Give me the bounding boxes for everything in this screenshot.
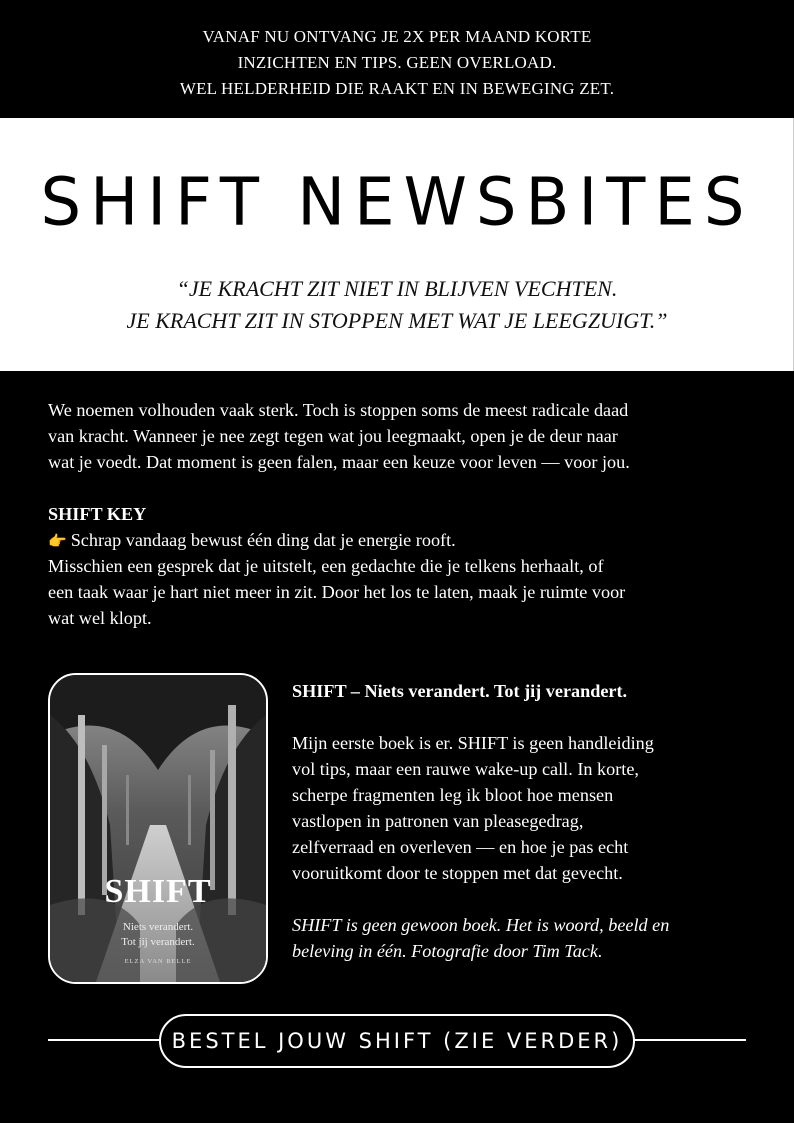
book-cover-title: SHIFT: [104, 873, 212, 910]
book-desc-line-3: scherpe fragmenten leg ik bloot hoe mensen: [292, 785, 614, 805]
divider-right: [634, 1039, 746, 1041]
book-desc-line-2: vol tips, maar een rauwe wake-up call. In korte,: [292, 759, 639, 779]
intro-line-2: van kracht. Wanneer je nee zegt tegen wat jou leegmaakt, open je de deur naar: [48, 426, 618, 446]
book-cover-subtitle-2: Tot jij verandert.: [121, 936, 195, 948]
quote-line-1: “JE KRACHT ZIT NIET IN BLIJVEN VECHTEN.: [176, 276, 618, 301]
book-desc-line-1: Mijn eerste boek is er. SHIFT is geen handleiding: [292, 733, 654, 753]
book-cover-image: [48, 673, 268, 984]
shift-key-line-1: Misschien een gesprek dat je uitstelt, een gedachte die je telkens herhaalt, of: [48, 556, 604, 576]
intro-line-3: wat je voedt. Dat moment is geen falen, maar een keuze voor leven — voor jou.: [48, 452, 630, 472]
book-italic-line-2: beleving in één. Fotografie door Tim Tack.: [292, 941, 603, 961]
book-desc-line-4: vastlopen in patronen van pleasegedrag,: [292, 811, 584, 831]
header-line-3: WEL HELDERHEID DIE RAAKT EN IN BEWEGING ZET.: [179, 79, 615, 98]
shift-key-line-3: wat wel klopt.: [48, 608, 152, 628]
header-banner: [0, 0, 794, 118]
book-desc-line-6: vooruitkomt door te stoppen met dat gevecht.: [292, 863, 623, 883]
book-desc-line-5: zelfverraad en overleven — en hoe je pas echt: [292, 837, 629, 857]
divider-left: [48, 1039, 160, 1041]
header-line-1: VANAF NU ONTVANG JE 2X PER MAAND KORTE: [202, 27, 592, 46]
book-cover-subtitle-1: Niets verandert.: [122, 921, 194, 933]
order-book-button[interactable]: BESTEL JOUW SHIFT (ZIE VERDER): [159, 1014, 635, 1068]
newsletter-title: SHIFT NEWSBITES: [40, 164, 754, 242]
pointing-hand-icon: 👉: [48, 534, 67, 550]
shift-key-tip: [48, 527, 748, 555]
shift-key-heading: SHIFT KEY: [48, 504, 147, 524]
masthead: [0, 118, 794, 371]
shift-key-line-2: een taak waar je hart niet meer in zit. Door het los te laten, maak je ruimte voor: [48, 582, 626, 602]
intro-line-1: We noemen volhouden vaak sterk. Toch is stoppen soms de meest radicale daad: [48, 400, 629, 420]
book-heading: SHIFT – Niets verandert. Tot jij verandert.: [292, 681, 628, 701]
shift-key-tip-text: Schrap vandaag bewust één ding dat je energie rooft.: [70, 530, 456, 550]
book-italic-line-1: SHIFT is geen gewoon boek. Het is woord, beeld en: [292, 915, 670, 935]
quote-line-2: JE KRACHT ZIT IN STOPPEN MET WAT JE LEEGZUIGT.”: [126, 308, 668, 333]
book-cover-author: ELZA VAN BELLE: [124, 958, 192, 965]
header-line-2: INZICHTEN EN TIPS. GEEN OVERLOAD.: [237, 53, 557, 72]
